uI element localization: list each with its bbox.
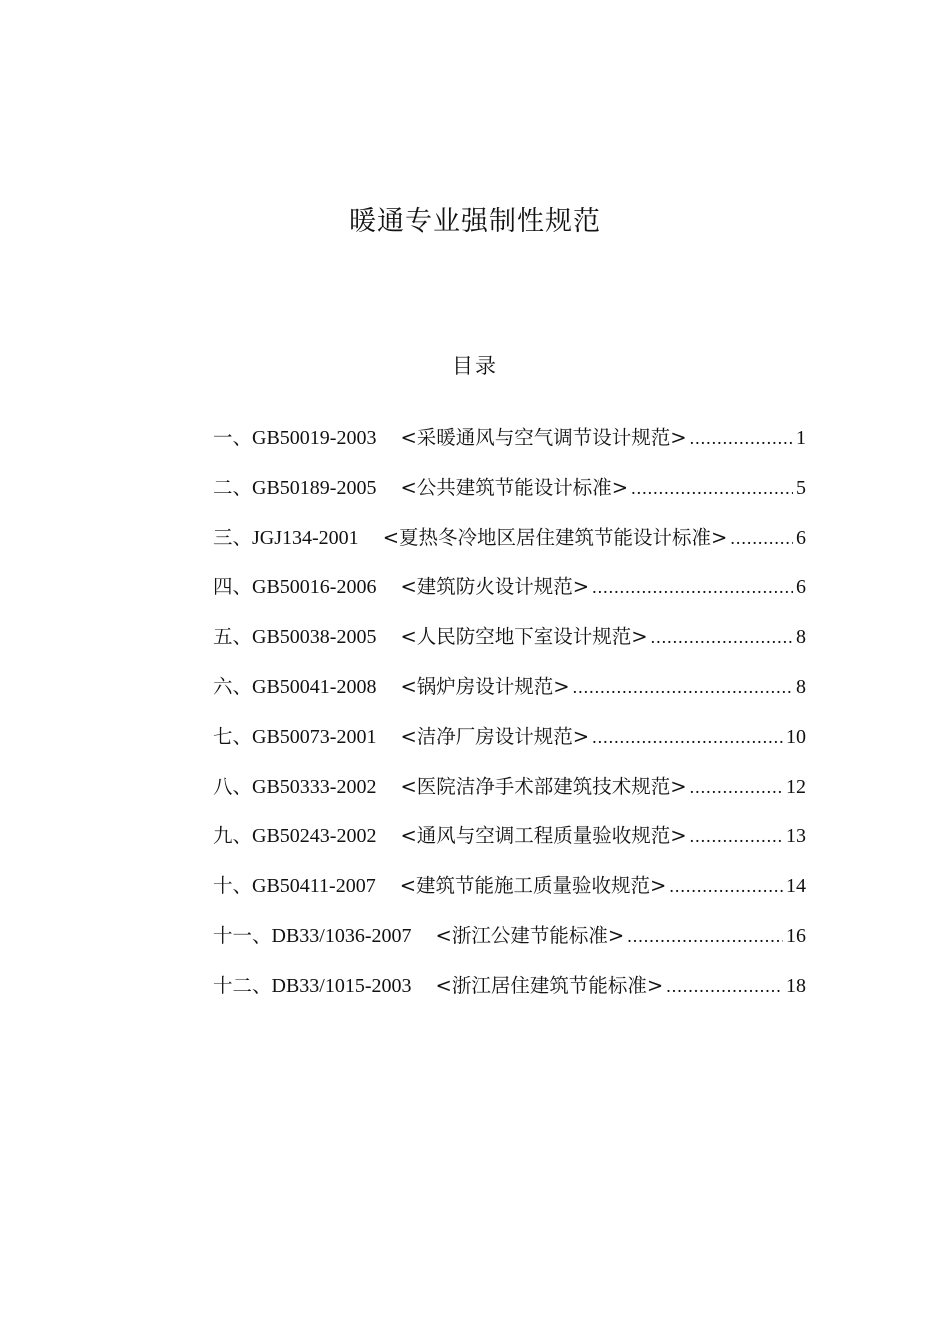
toc-entry-page: 6 [796,576,806,599]
toc-entry[interactable] [213,470,806,520]
toc-entry-title: <锅炉房设计规范> [400,674,570,698]
toc-entry-code: GB50038-2005 [252,626,377,649]
toc-entry-title: <公共建筑节能设计标准> [400,475,629,499]
toc-heading: 目录 [452,354,498,378]
toc-entry-title: <采暖通风与空气调节设计规范> [400,426,687,449]
toc-leader-dots [573,669,793,705]
toc-entry-page: 12 [786,775,806,798]
toc-entry-code: DB33/1015-2003 [271,974,412,997]
toc-entry-number: 十、 [213,874,253,898]
toc-entry[interactable] [213,420,806,470]
toc-entry[interactable] [213,669,806,719]
toc-leader-dots [631,470,793,506]
document-title: 暖通专业强制性规范 [349,206,601,237]
toc-entry-page: 13 [786,825,806,848]
toc-entry-page: 10 [786,725,806,748]
toc-entry-code: GB50073-2001 [252,725,377,748]
toc-entry-code: DB33/1036-2007 [271,924,412,947]
toc-entry-number: 二、 [213,475,253,499]
toc-leader-dots [666,968,783,1004]
toc-entry-code: GB50243-2002 [252,825,377,848]
toc-entry-number: 一、 [213,426,253,449]
toc-entry-title: <建筑节能施工质量验收规范> [399,874,667,898]
toc-entry[interactable] [213,769,806,819]
toc-entry-title: <人民防空地下室设计规范> [400,625,648,649]
toc-entry-number: 九、 [213,824,253,848]
toc-entry-page: 18 [786,974,806,997]
toc-entry-title: <医院洁净手术部建筑技术规范> [400,774,687,798]
toc-entry-page: 8 [796,675,806,698]
toc-entry-page: 16 [786,924,806,947]
toc-entry-number: 十二、 [213,973,272,997]
toc-entry-number: 十一、 [213,923,272,947]
toc-entry[interactable] [213,918,806,968]
toc-leader-dots [651,619,793,655]
toc-entry-title: <浙江公建节能标准> [435,923,625,947]
toc-leader-dots [592,719,783,755]
toc-entry-page: 14 [786,875,806,898]
toc-leader-dots [592,569,793,605]
toc-entry-code: GB50019-2003 [252,427,377,449]
toc-entry[interactable] [213,569,806,619]
toc-entry-number: 五、 [213,625,253,649]
toc-entry-number: 六、 [213,674,253,698]
toc-entry-page: 5 [796,476,806,499]
toc-entry-title: <通风与空调工程质量验收规范> [400,824,687,848]
toc-entry-title: <洁净厂房设计规范> [400,724,590,748]
toc-entry-code: GB50189-2005 [252,476,377,499]
toc-entry-page: 8 [796,626,806,649]
toc-entry-page: 1 [796,427,806,449]
toc-entry-page: 6 [796,526,806,549]
toc-leader-dots [627,918,783,954]
toc-leader-dots [690,769,783,805]
toc-leader-dots [690,420,793,456]
toc-entry-number: 四、 [213,575,253,599]
toc-entry-code: GB50333-2002 [252,775,377,798]
table-of-contents [213,420,806,1018]
toc-entry-number: 三、 [213,525,253,549]
toc-entry-title: <夏热冬冷地区居住建筑节能设计标准> [382,525,728,549]
toc-leader-dots [730,520,793,556]
toc-entry-code: GB50041-2008 [252,675,377,698]
toc-entry-number: 八、 [213,774,253,798]
toc-entry[interactable] [213,520,806,570]
toc-leader-dots [690,818,783,854]
toc-entry[interactable] [213,719,806,769]
toc-entry-code: GB50016-2006 [252,576,377,599]
toc-entry-title: <浙江居住建筑节能标准> [435,973,664,997]
toc-entry[interactable] [213,868,806,918]
toc-entry-code: GB50411-2007 [252,875,376,898]
toc-entry-number: 七、 [213,724,253,748]
toc-entry-title: <建筑防火设计规范> [400,575,590,599]
toc-entry-code: JGJ134-2001 [252,526,359,549]
toc-entry[interactable] [213,968,806,1018]
toc-leader-dots [669,868,783,904]
toc-entry[interactable] [213,619,806,669]
toc-entry[interactable] [213,818,806,868]
